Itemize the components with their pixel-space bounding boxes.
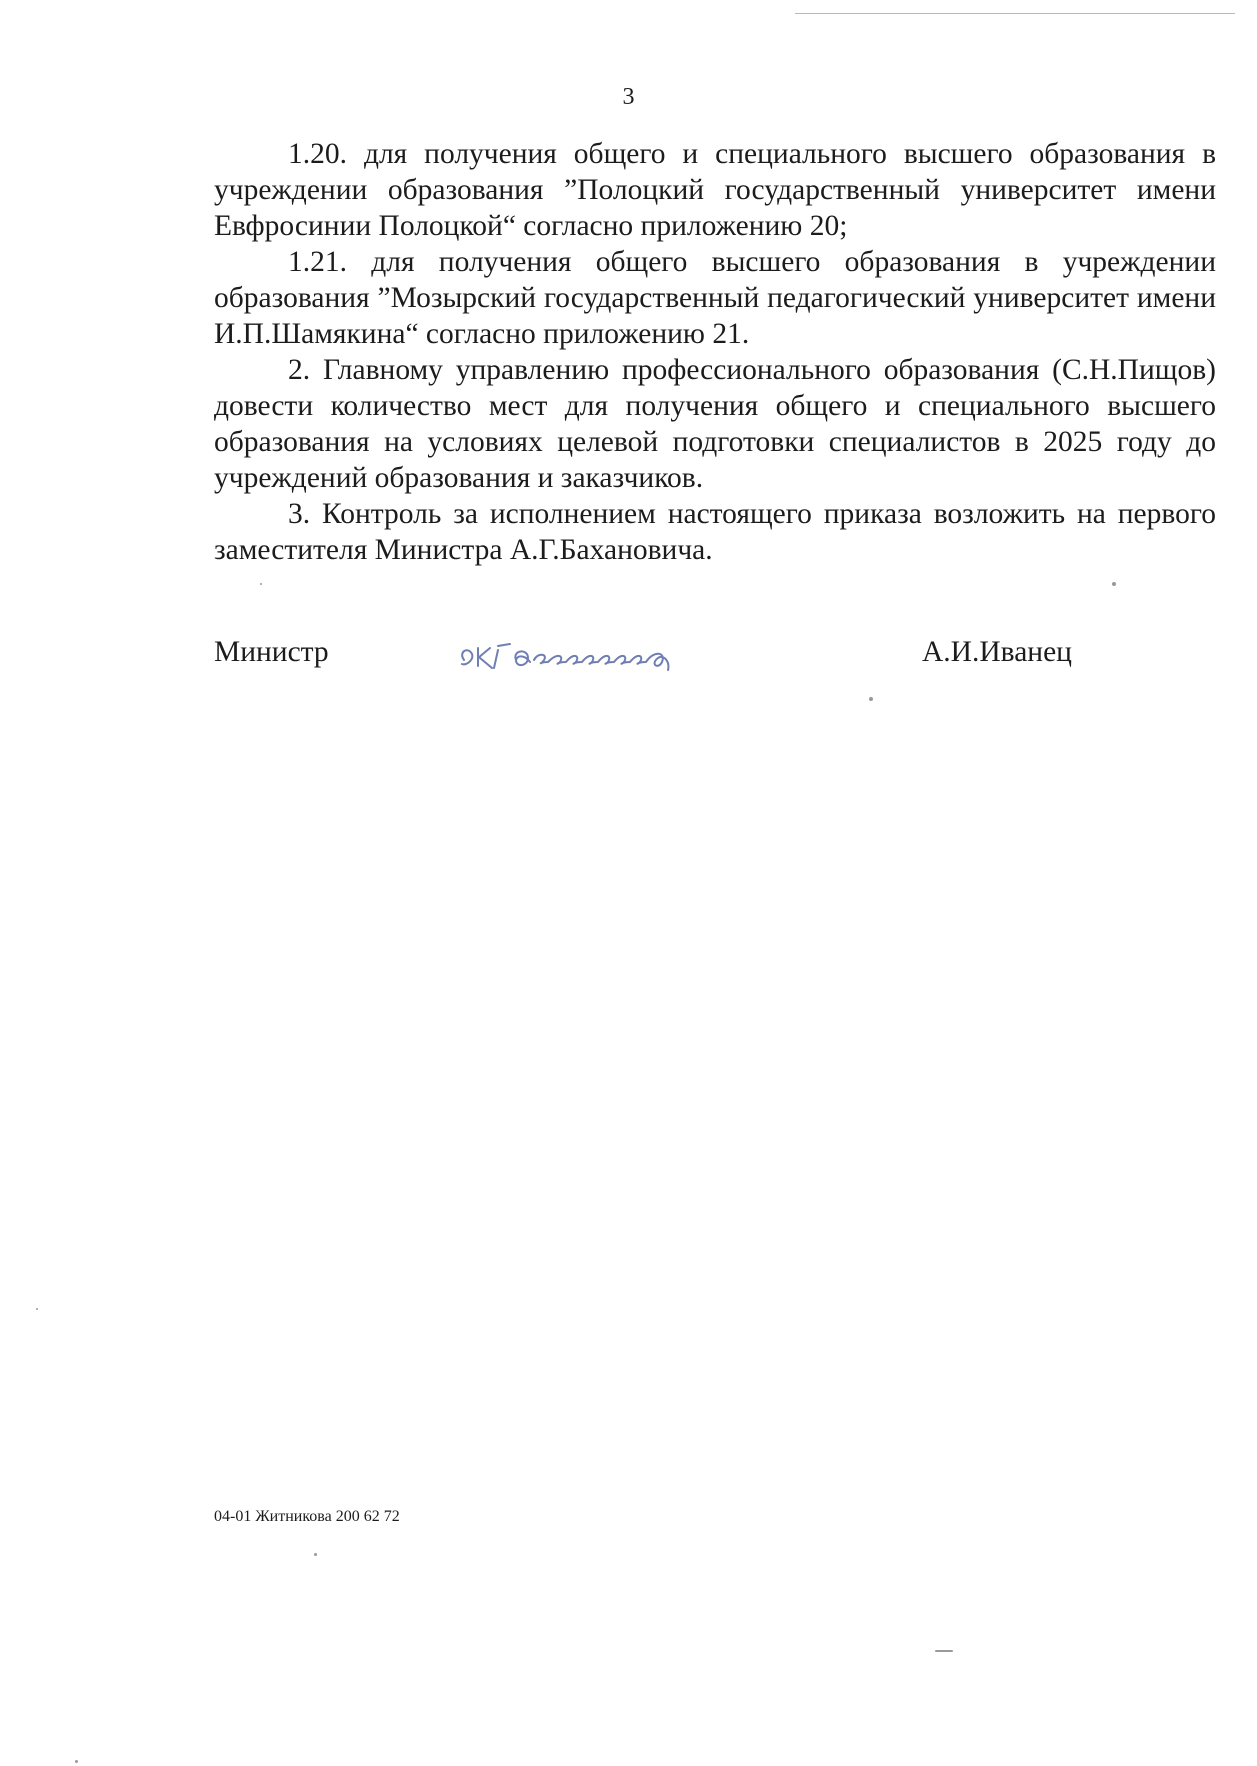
scan-top-rule: [795, 13, 1235, 14]
scan-speck: [935, 1650, 953, 1652]
scan-speck: [869, 697, 873, 701]
scan-speck: [36, 1308, 38, 1310]
signature-block: [214, 636, 1216, 676]
page-number: 3: [622, 84, 635, 110]
executor-note: 04-01 Житникова 200 62 72: [214, 1508, 400, 1525]
paragraph-2: 2. Главному управлению профессионального образования (С.Н.Пищов) довести количество мест для получения общего и специального высшего образования на условиях целевой подготовки специалистов в 2025 году до учреждений образования и заказчиков.: [214, 354, 1216, 494]
scan-speck: [314, 1553, 317, 1556]
signer-name: А.И.Иванец: [922, 636, 1072, 668]
scan-speck: [75, 1760, 78, 1763]
paragraph-3: 3. Контроль за исполнением настоящего приказа возложить на первого заместителя Министра А.Г.Бахановича.: [214, 498, 1216, 566]
paragraph-1-20: 1.20. для получения общего и специального высшего образования в учреждении образования ”Полоцкий государственный университет имени Евфросинии Полоцкой“ согласно приложению 20;: [214, 138, 1216, 242]
scan-speck: [1112, 582, 1116, 586]
signer-title: Министр: [214, 636, 329, 668]
paragraph-1-21: 1.21. для получения общего высшего образования в учреждении образования ”Мозырский государственный педагогический университет имени И.П.Шамякина“ согласно приложению 21.: [214, 246, 1216, 350]
scan-speck: [260, 583, 262, 585]
handwritten-signature: [454, 626, 784, 686]
document-body: [214, 136, 1216, 568]
